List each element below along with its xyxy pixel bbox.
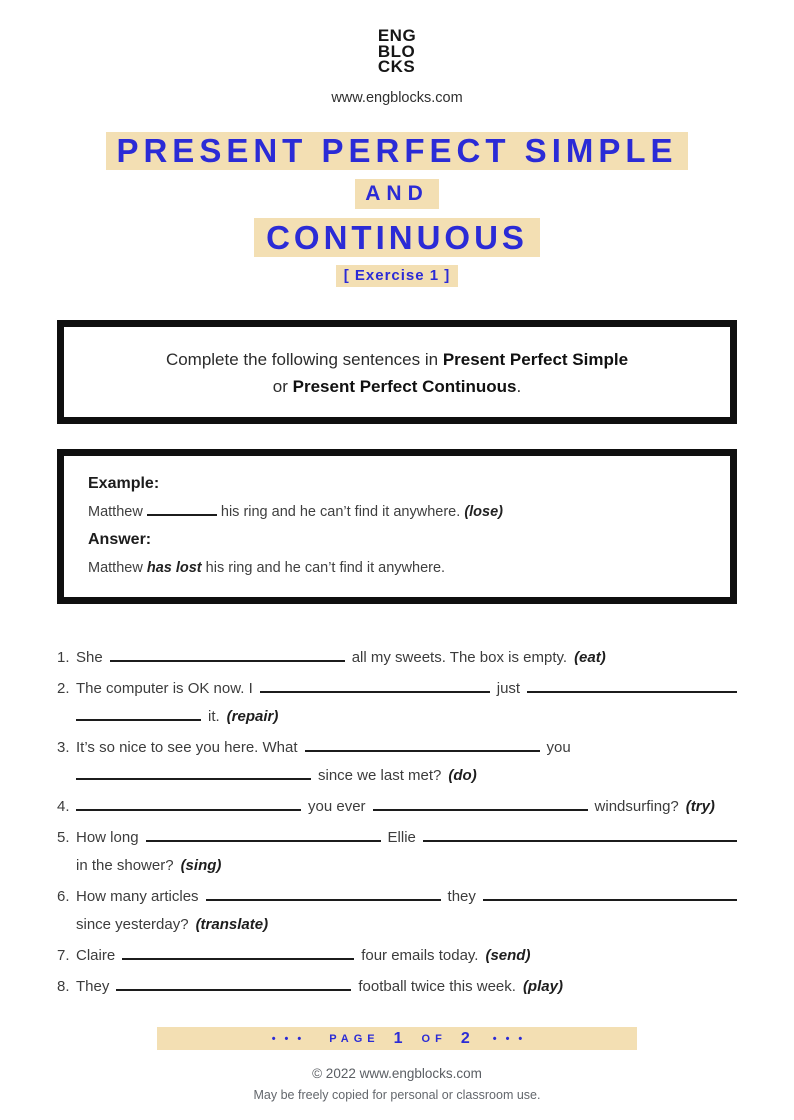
exercise-label: [ Exercise 1 ] <box>336 265 459 287</box>
copyright-text: © 2022 www.engblocks.com <box>312 1066 482 1081</box>
pagination-bar <box>157 1027 637 1050</box>
sentence-text: his ring and he can’t find it anywhere. <box>205 560 446 576</box>
exercise-number: 6. <box>57 888 70 905</box>
page-title-line2: CONTINUOUS <box>254 218 540 257</box>
exercise-item <box>57 734 737 790</box>
sentence-text: four emails today. <box>361 947 479 964</box>
logo-line: BLO <box>377 41 416 61</box>
website-url: www.engblocks.com <box>331 90 463 106</box>
instruction-text: or <box>272 377 288 396</box>
exercise-line <box>76 973 737 1001</box>
verb-hint: (do) <box>448 767 477 784</box>
answer-blank <box>206 886 441 901</box>
verb-hint: (lose) <box>464 504 503 520</box>
sentence-text: since yesterday? <box>76 916 189 933</box>
exercise-number: 5. <box>57 829 70 846</box>
answer-blank <box>147 503 217 516</box>
sentence-text: windsurfing? <box>594 798 679 815</box>
exercise-number: 3. <box>57 739 70 756</box>
exercise-item <box>57 824 737 880</box>
footer <box>57 1066 737 1102</box>
exercise-number: 4. <box>57 798 70 815</box>
exercise-item <box>57 793 737 821</box>
sentence-text: in the shower? <box>76 857 174 874</box>
sentence-text: just <box>496 680 521 697</box>
total-pages-number: 2 <box>460 1029 470 1047</box>
sentence-text: The computer is OK now. I <box>76 680 253 697</box>
sentence-text: They <box>76 978 110 995</box>
exercise-number: 7. <box>57 947 70 964</box>
exercise-item <box>57 675 737 731</box>
exercise-item <box>57 644 737 672</box>
verb-hint: (eat) <box>574 649 606 666</box>
exercise-list <box>57 644 737 1001</box>
instruction-line1 <box>84 346 710 373</box>
instruction-bold-term: Present Perfect Continuous <box>292 377 517 396</box>
logo-line: CKS <box>377 57 416 76</box>
exercise-number: 1. <box>57 649 70 666</box>
page-label: PAGE <box>329 1032 380 1045</box>
answer-blank <box>76 796 301 811</box>
sentence-text: they <box>447 888 476 905</box>
exercise-line <box>76 824 737 852</box>
verb-hint: (send) <box>485 947 531 964</box>
example-sentence <box>88 497 706 527</box>
instruction-text: . <box>516 377 522 396</box>
sentence-text: it. <box>208 708 220 725</box>
answer-verb: has lost <box>146 560 202 576</box>
dots-decoration: ••• <box>492 1032 532 1045</box>
verb-hint: (repair) <box>226 708 279 725</box>
answer-blank <box>76 706 201 721</box>
instruction-bold-term: Present Perfect Simple <box>442 350 629 369</box>
sentence-text: Ellie <box>387 829 416 846</box>
exercise-line <box>76 852 737 880</box>
answer-blank <box>122 945 354 960</box>
answer-blank <box>110 647 345 662</box>
page-title-conjunction: AND <box>355 179 439 209</box>
answer-blank <box>260 678 490 693</box>
exercise-line <box>76 793 737 821</box>
sentence-text: She <box>76 649 103 666</box>
sentence-text: his ring and he can’t find it anywhere. <box>220 504 461 520</box>
answer-blank <box>76 765 311 780</box>
instruction-text: Complete the following sentences in <box>165 350 439 369</box>
example-box <box>57 449 737 604</box>
title-section <box>57 132 737 287</box>
of-label: OF <box>421 1032 447 1045</box>
sentence-text: How long <box>76 829 139 846</box>
answer-sentence <box>88 553 706 583</box>
answer-blank <box>527 678 737 693</box>
exercise-line <box>76 734 737 762</box>
sentence-text: Claire <box>76 947 116 964</box>
exercise-line <box>76 703 737 731</box>
verb-hint: (play) <box>522 978 563 995</box>
answer-blank <box>146 827 381 842</box>
answer-blank <box>305 737 540 752</box>
answer-blank <box>116 976 351 991</box>
example-label: Example: <box>88 475 160 492</box>
sentence-text: all my sweets. The box is empty. <box>351 649 568 666</box>
sentence-text: you <box>546 739 571 756</box>
exercise-line <box>76 675 737 703</box>
exercise-line <box>76 942 737 970</box>
verb-hint: (sing) <box>180 857 222 874</box>
exercise-item <box>57 883 737 939</box>
verb-hint: (try) <box>685 798 715 815</box>
instruction-line2 <box>84 373 710 400</box>
engblocks-logo <box>378 28 416 75</box>
logo-line: ENG <box>377 26 417 45</box>
page-title-line1: PRESENT PERFECT SIMPLE <box>106 132 687 170</box>
exercise-line <box>76 644 737 672</box>
sentence-text: Matthew <box>88 504 143 520</box>
exercise-item <box>57 973 737 1001</box>
answer-blank <box>423 827 737 842</box>
answer-blank <box>483 886 737 901</box>
current-page-number: 1 <box>393 1029 403 1047</box>
exercise-line <box>76 762 737 790</box>
exercise-number: 8. <box>57 978 70 995</box>
sentence-text: How many articles <box>76 888 199 905</box>
sentence-text: football twice this week. <box>358 978 516 995</box>
answer-blank <box>373 796 588 811</box>
answer-label: Answer: <box>88 531 152 548</box>
sentence-text: since we last met? <box>318 767 442 784</box>
exercise-item <box>57 942 737 970</box>
sentence-text: It’s so nice to see you here. What <box>76 739 298 756</box>
exercise-line <box>76 911 737 939</box>
sentence-text: you ever <box>308 798 366 815</box>
instruction-box <box>57 320 737 424</box>
exercise-line <box>76 883 737 911</box>
sentence-text: Matthew <box>88 560 143 576</box>
exercise-number: 2. <box>57 680 70 697</box>
header <box>57 28 737 106</box>
license-text: May be freely copied for personal or classroom use. <box>253 1088 541 1102</box>
verb-hint: (translate) <box>195 916 269 933</box>
dots-decoration: ••• <box>271 1032 311 1045</box>
